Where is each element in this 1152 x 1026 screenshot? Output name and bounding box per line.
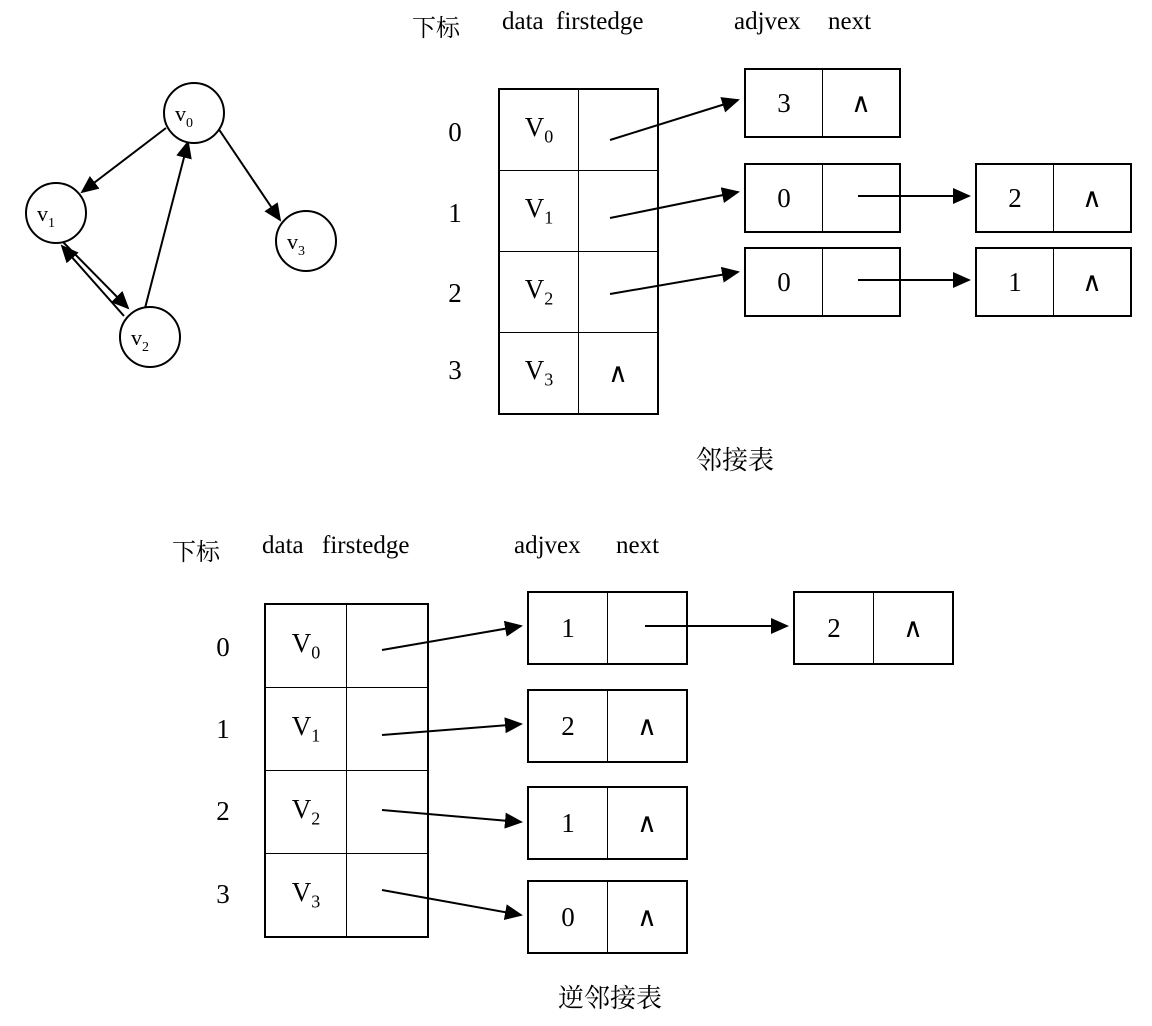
adj-edgenode-0-0-next: ∧ [823,69,901,137]
inv-vertex-data-0-text: V [291,628,312,659]
inv-pointer-arrows [0,560,1152,980]
inv-vertex-data-1-text: V [291,711,312,742]
adj-index-3: 3 [448,355,462,385]
adj-vertex-data-0-text: V [524,112,545,143]
inv-header-next: next [616,532,660,559]
inv-edgenode-3-0-adjvex: 0 [528,881,608,953]
adj-edgenode-1-0-adjvex: 0 [745,164,823,232]
inv-edgenode-0-1-adjvex: 2 [794,592,874,664]
inv-vertex-data-3-sub: 3 [311,891,321,912]
inv-edgenode-1-0-next: ∧ [608,690,688,762]
adj-vertex-data-3-sub: 3 [544,369,554,390]
adj-header-firstedge: firstedge [556,8,644,35]
inv-edgenode-2-0-adjvex: 1 [528,787,608,859]
inv-header-adjvex: adjvex [514,532,581,559]
inv-header-data: data [262,532,304,559]
adj-vertex-data-1-sub: 1 [544,207,554,228]
adj-edgenode-1-1-next: ∧ [1054,164,1132,232]
inv-caption: 逆邻接表 [558,984,663,1014]
adj-header-adjvex: adjvex [734,8,801,35]
svg-text:v2: $v_2$ [131,325,149,355]
adj-edgenode-1-1-adjvex: 2 [976,164,1054,232]
inv-vertex-data-0-sub: 0 [311,642,321,663]
adj-index-1: 1 [448,198,462,228]
inv-edgenode-0-1-next: ∧ [874,592,954,664]
inv-index-1: 1 [216,714,230,744]
inv-header-index: 下标 [172,538,220,566]
inv-vertex-data-2-sub: 2 [311,808,321,829]
inv-index-0: 0 [216,632,230,662]
svg-text:v1: $v_1$ [37,201,55,231]
inv-edgenode-2-0-next: ∧ [608,787,688,859]
adj-caption: 邻接表 [696,446,775,476]
inv-vertex-data-2-text: V [291,794,312,825]
inv-vertex-data-3-text: V [291,877,312,908]
inv-edgenode-0-0-adjvex: 1 [528,592,608,664]
svg-text:v0: $v_0$ [175,101,193,131]
svg-text:v3: $v_3$ [287,229,305,259]
adj-vertex-data-3-text: V [524,355,545,386]
inv-header-firstedge: firstedge [322,532,410,559]
adj-edgenode-2-1-adjvex: 1 [976,248,1054,316]
inv-vertex-data-1-sub: 1 [311,725,321,746]
adj-edgenode-2-1-next: ∧ [1054,248,1132,316]
adj-pointer-arrows [0,0,1152,500]
inv-index-3: 3 [216,879,230,909]
adj-index-2: 2 [448,278,462,308]
adj-vertex-firstedge-3: ∧ [579,333,659,415]
inv-index-2: 2 [216,796,230,826]
adj-edgenode-0-0-adjvex: 3 [745,69,823,137]
adj-vertex-data-2-sub: 2 [544,288,554,309]
adj-header-index: 下标 [412,14,460,42]
adj-vertex-data-1-text: V [524,193,545,224]
adj-edgenode-2-0-adjvex: 0 [745,248,823,316]
adj-header-next: next [828,8,872,35]
adj-vertex-data-2-text: V [524,274,545,305]
adj-header-data: data [502,8,544,35]
inv-edgenode-1-0-adjvex: 2 [528,690,608,762]
adj-vertex-data-0-sub: 0 [544,126,554,147]
inv-edgenode-3-0-next: ∧ [608,881,688,953]
adj-index-0: 0 [448,117,462,147]
